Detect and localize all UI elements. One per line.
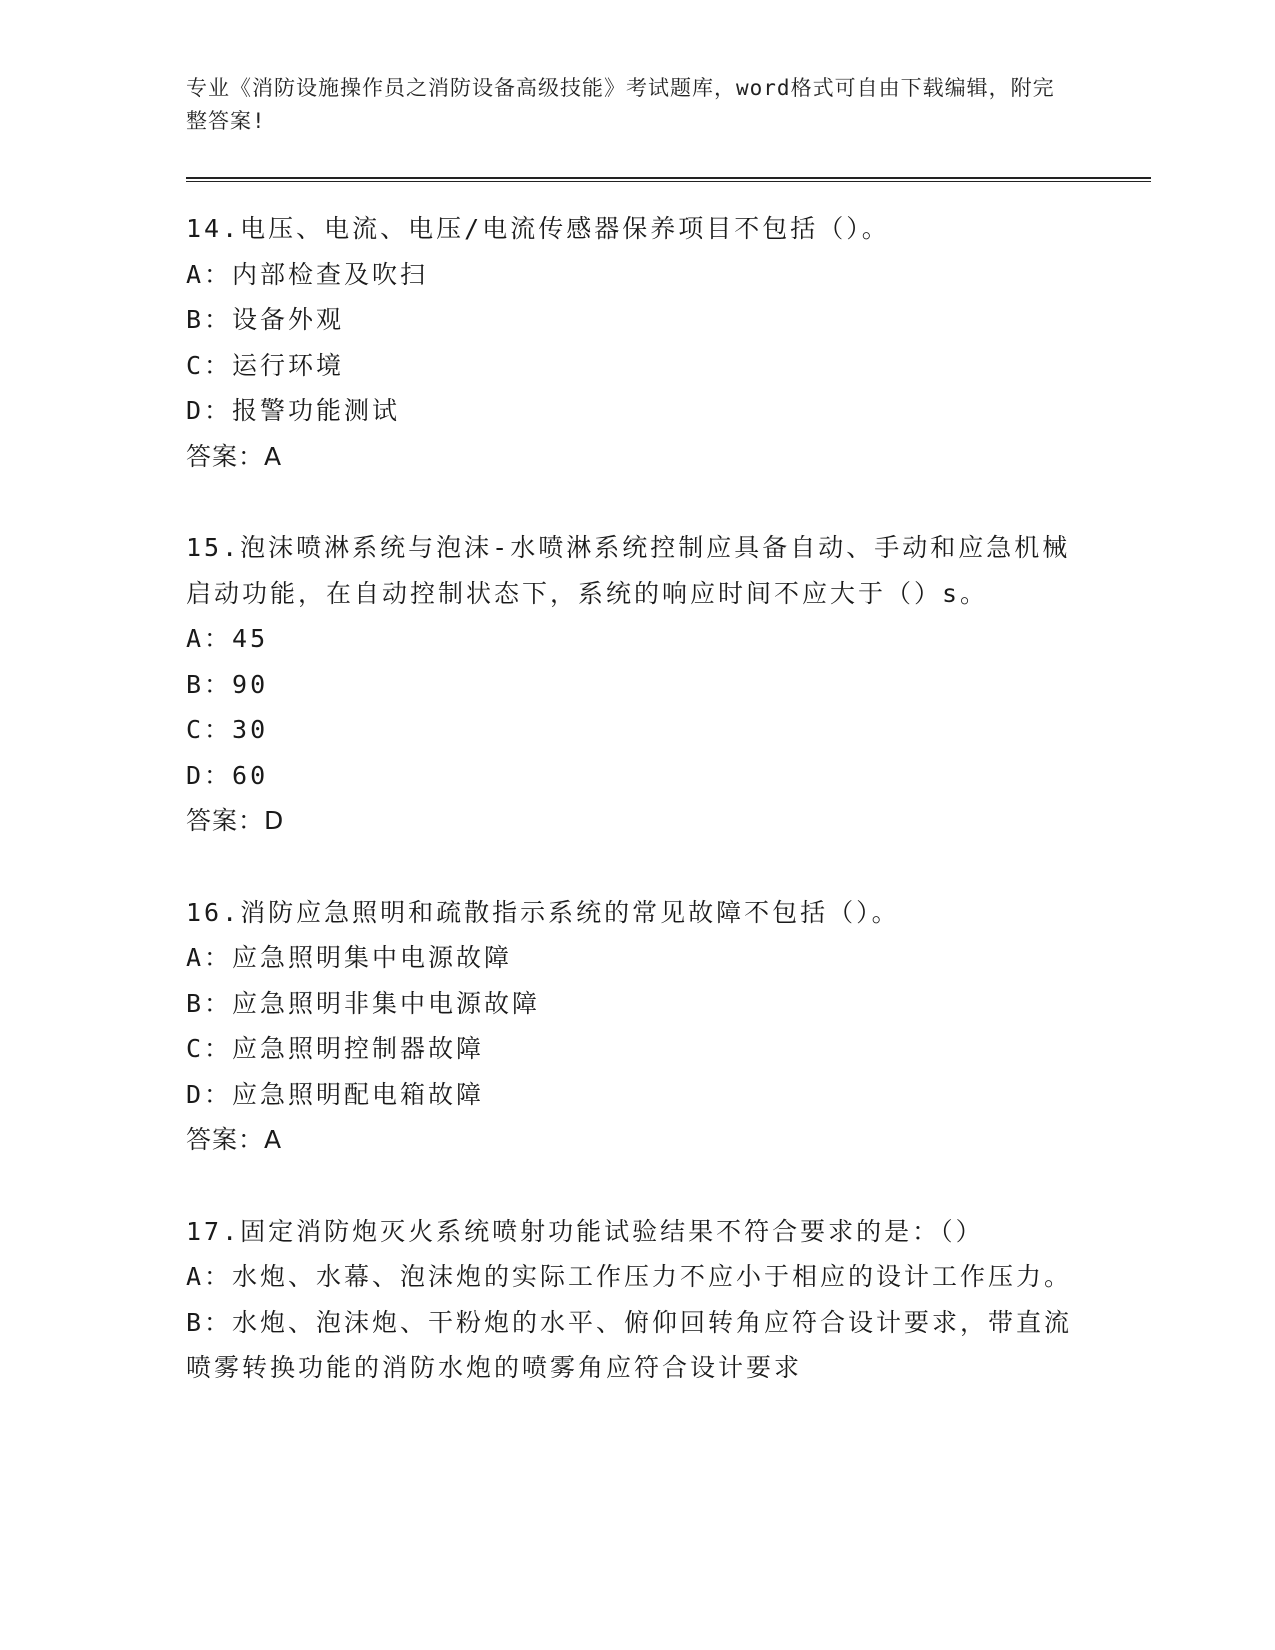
question-16: [186, 890, 1086, 1163]
option-b: B：水炮、泡沫炮、干粉炮的水平、俯仰回转角应符合设计要求，带直流喷雾转换功能的消防水炮的喷雾角应符合设计要求: [186, 1307, 1073, 1382]
question-list: [186, 206, 1086, 1437]
answer-line: 答案：A: [186, 441, 283, 471]
option-a: A：水炮、水幕、泡沫炮的实际工作压力不应小于相应的设计工作压力。: [186, 1262, 1073, 1291]
option-a: A：内部检查及吹扫: [186, 259, 429, 289]
answer-line: 答案：D: [186, 806, 285, 835]
document-header: [186, 72, 1066, 138]
question-stem: 15.泡沫喷淋系统与泡沫-水喷淋系统控制应具备自动、手动和应急机械启动功能，在自动控制状态下，系统的响应时间不应大于（）s。: [186, 533, 1071, 608]
question-17: [186, 1209, 1086, 1391]
header-text: 专业《消防设施操作员之消防设备高级技能》考试题库，word格式可自由下载编辑，附完整答案!: [186, 76, 1055, 133]
question-stem: 17.固定消防炮灭火系统喷射功能试验结果不符合要求的是：（）: [186, 1216, 984, 1246]
option-c: C：30: [186, 715, 269, 744]
answer-line: 答案：A: [186, 1125, 283, 1154]
question-15: [186, 525, 1086, 844]
question-14: [186, 206, 1086, 479]
header-divider: [186, 177, 1151, 182]
option-b: B：90: [186, 669, 269, 699]
option-c: C：应急照明控制器故障: [186, 1034, 485, 1063]
option-b: B：设备外观: [186, 305, 345, 334]
option-c: C：运行环境: [186, 350, 345, 380]
option-a: A：应急照明集中电源故障: [186, 943, 513, 972]
question-stem: 16.消防应急照明和疏散指示系统的常见故障不包括（）。: [186, 897, 900, 927]
option-b: B：应急照明非集中电源故障: [186, 988, 541, 1018]
option-d: D：报警功能测试: [186, 396, 401, 425]
option-a: A：45: [186, 624, 269, 653]
option-d: D：60: [186, 760, 269, 790]
option-d: D：应急照明配电箱故障: [186, 1079, 485, 1109]
question-stem: 14.电压、电流、电压/电流传感器保养项目不包括（）。: [186, 214, 890, 243]
